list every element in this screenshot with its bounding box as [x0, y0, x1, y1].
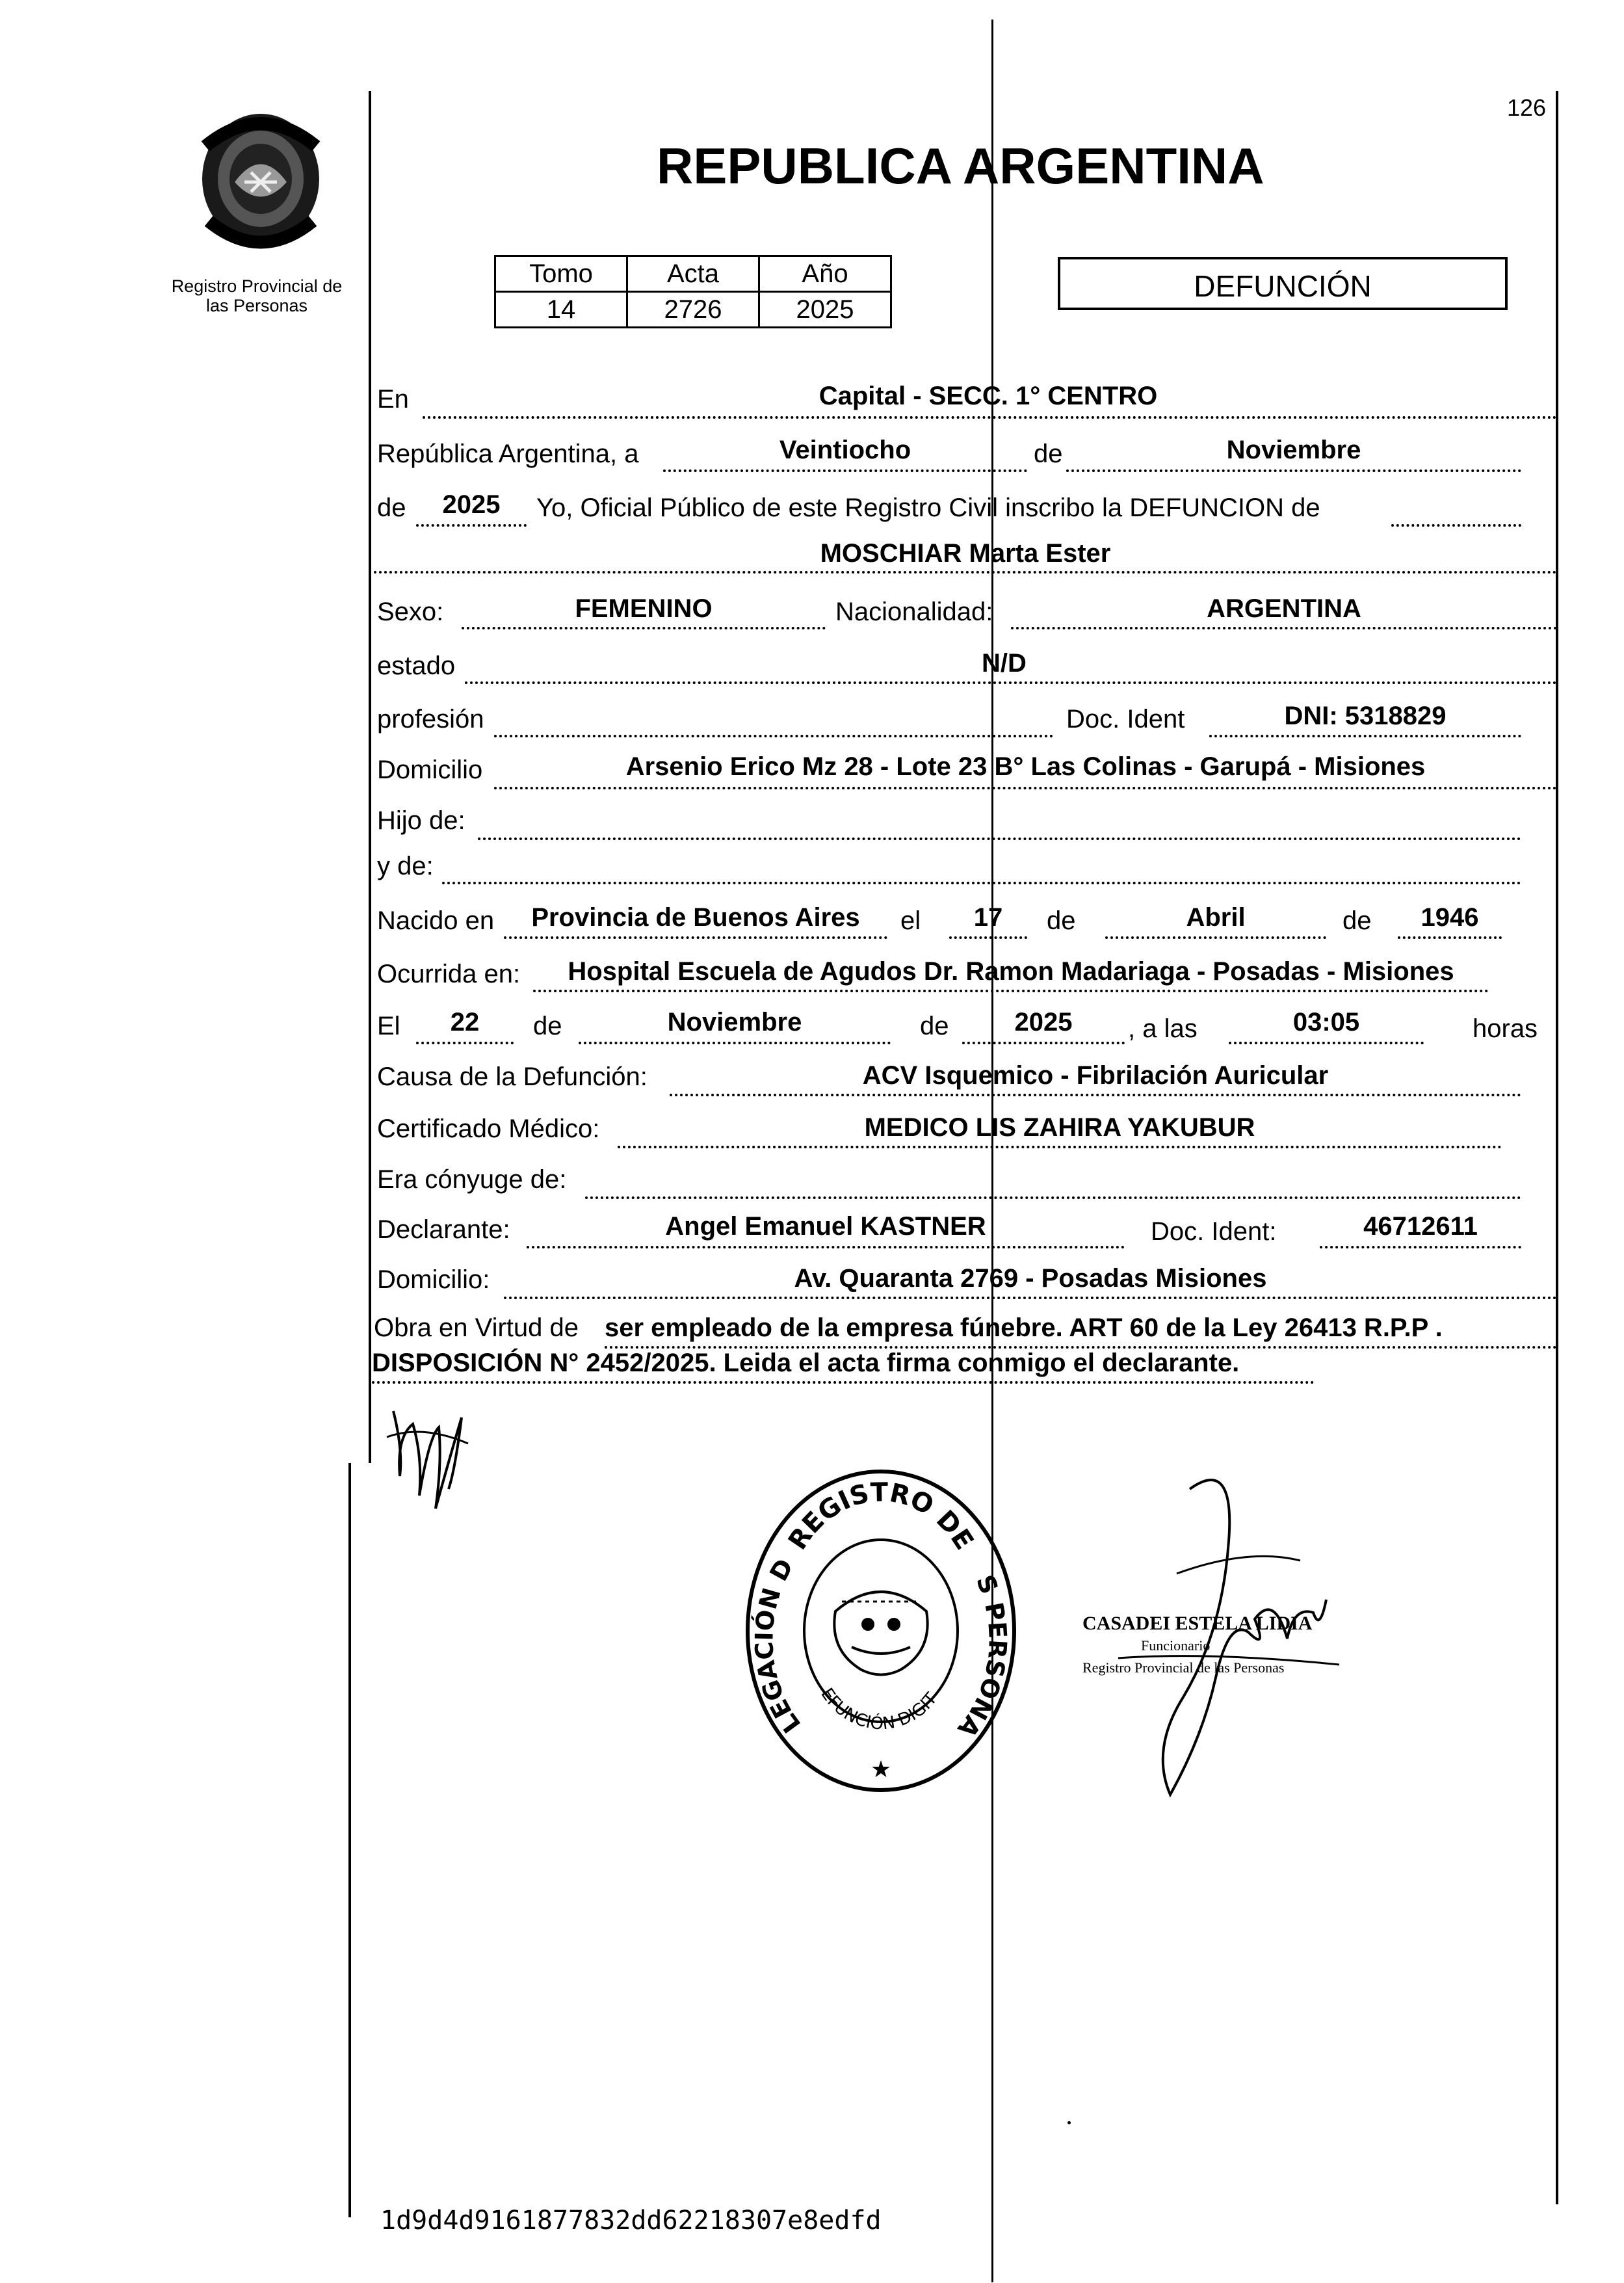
dotted-line [1320, 1246, 1521, 1248]
dotted-line [527, 1246, 1125, 1248]
birth-day: 17 [973, 903, 1003, 932]
center-fold-line [991, 20, 993, 2282]
seal-top-text: REGISTRO DE [782, 1477, 980, 1555]
dotted-line [579, 1042, 891, 1044]
nacido-label: Nacido en [377, 906, 495, 935]
seal-right-text: S PERSONA [952, 1570, 1012, 1743]
certificado-label: Certificado Médico: [377, 1115, 600, 1143]
declarant-signature [384, 1398, 475, 1522]
dotted-line [374, 571, 1557, 574]
a-las-label: , a las [1128, 1014, 1198, 1043]
acta-header: Acta [627, 256, 759, 292]
sexo-value: FEMENINO [575, 594, 713, 623]
declarante-value: Angel Emanuel KASTNER [665, 1212, 986, 1241]
dotted-line [442, 882, 1521, 884]
dotted-line [462, 627, 826, 629]
conyuge-label: Era cónyuge de: [377, 1165, 567, 1194]
dotted-line [1391, 524, 1521, 527]
causa-label: Causa de la Defunción: [377, 1062, 648, 1091]
ano-value: 2025 [759, 292, 891, 328]
month-value: Noviembre [1226, 436, 1361, 464]
oficial-text: Yo, Oficial Público de este Registro Civil inscribo la DEFUNCION de [536, 494, 1320, 522]
doc-ident-value: DNI: 5318829 [1284, 702, 1447, 730]
birth-month: Abril [1186, 903, 1246, 932]
registry-name: Registro Provincial de las Personas [171, 276, 343, 315]
y-de-label: y de: [377, 852, 434, 880]
dotted-line [585, 1196, 1521, 1199]
profesion-label: profesión [377, 705, 484, 733]
doc-ident-label-2: Doc. Ident: [1151, 1217, 1277, 1246]
official-stamp [1082, 1613, 1382, 1679]
tomo-header: Tomo [495, 256, 627, 292]
dotted-line [423, 416, 1557, 419]
dotted-line [663, 469, 1027, 472]
ano-header: Año [759, 256, 891, 292]
dotted-line [372, 1381, 1315, 1384]
dotted-line [465, 681, 1557, 684]
act-type-box: DEFUNCIÓN [1058, 257, 1508, 310]
dotted-line [533, 990, 1489, 992]
year-value: 2025 [442, 490, 501, 519]
dotted-line [416, 1042, 514, 1044]
ocurrida-label: Ocurrida en: [377, 960, 521, 988]
domicilio-label-2: Domicilio: [377, 1265, 490, 1294]
en-label: En [377, 385, 409, 414]
de-label: de [533, 1012, 562, 1040]
nacionalidad-value: ARGENTINA [1207, 594, 1361, 623]
dotted-line [949, 936, 1027, 939]
certificado-value: MEDICO LIS ZAHIRA YAKUBUR [864, 1113, 1255, 1142]
province-logo [179, 107, 342, 257]
disposicion-value: DISPOSICIÓN N° 2452/2025. Leida el acta firma conmigo el declarante. [372, 1349, 1240, 1377]
document-hash: 1d9d4d9161877832dd62218307e8edfd [380, 2206, 882, 2236]
seal-bottom-text: EFUNCIÓN DIGIT [817, 1684, 941, 1734]
stamp-line1: CASADEI ESTELA LIDIA [1082, 1613, 1313, 1634]
stamp-line3: Registro Provincial de las Personas [1082, 1659, 1285, 1676]
dotted-line [494, 787, 1557, 789]
hijo-label: Hijo de: [377, 806, 465, 835]
birth-year: 1946 [1421, 903, 1479, 932]
nacido-place: Provincia de Buenos Aires [531, 903, 860, 932]
el-label: el [900, 906, 921, 935]
seal-emblem-icon [834, 1592, 927, 1675]
dotted-line [670, 1094, 1521, 1096]
dotted-line [494, 735, 1053, 737]
acta-value: 2726 [627, 292, 759, 328]
day-words: Veintiocho [779, 436, 911, 464]
left-margin-line-lower [348, 1463, 351, 2217]
horas-label: horas [1473, 1014, 1538, 1043]
seal-left-text: LEGACIÓN D [750, 1553, 807, 1739]
deceased-name: MOSCHIAR Marta Ester [820, 539, 1111, 568]
estado-value: N/D [982, 649, 1027, 678]
ink-dot [1067, 2121, 1071, 2124]
death-month: Noviembre [667, 1008, 802, 1036]
reference-table [494, 255, 892, 328]
republica-label: República Argentina, a [377, 440, 639, 468]
dotted-line [504, 1297, 1557, 1299]
stamp-line2: Funcionario [1141, 1637, 1211, 1654]
left-margin-line [369, 91, 371, 1463]
page-title: REPUBLICA ARGENTINA [657, 137, 1264, 194]
de-label: de [377, 494, 406, 522]
doc-ident-value-2: 46712611 [1363, 1212, 1478, 1241]
dotted-line [962, 1042, 1125, 1044]
dotted-line [1011, 627, 1557, 629]
death-time: 03:05 [1292, 1008, 1360, 1036]
svg-text:REGISTRO DE [783, 1477, 979, 1555]
right-margin-line [1556, 91, 1558, 2204]
death-year: 2025 [1014, 1008, 1073, 1036]
ocurrida-value: Hospital Escuela de Agudos Dr. Ramon Madariaga - Posadas - Misiones [568, 957, 1454, 986]
page-number: 126 [1507, 94, 1547, 121]
sexo-label: Sexo: [377, 598, 444, 626]
tomo-value: 14 [495, 292, 627, 328]
de-label: de [1047, 906, 1076, 935]
causa-value: ACV Isquemico - Fibrilación Auricular [862, 1061, 1329, 1090]
dotted-line [1105, 936, 1326, 939]
domicilio-value-2: Av. Quaranta 2769 - Posadas Misiones [794, 1264, 1267, 1293]
estado-label: estado [377, 652, 456, 680]
official-seal [738, 1462, 1024, 1800]
de-label: de [1342, 906, 1372, 935]
dotted-line [1209, 735, 1521, 737]
de-label: de [1034, 440, 1063, 468]
en-value: Capital - SECC. 1° CENTRO [819, 382, 1158, 410]
domicilio-value: Arsenio Erico Mz 28 - Lote 23 B° Las Colinas - Garupá - Misiones [625, 752, 1426, 781]
el-label: El [377, 1012, 400, 1040]
dotted-line [618, 1146, 1502, 1148]
domicilio-label: Domicilio [377, 756, 483, 784]
nacionalidad-label: Nacionalidad: [835, 598, 993, 626]
death-day: 22 [450, 1008, 480, 1036]
dotted-line [1398, 936, 1502, 939]
seal-star-icon: ★ [870, 1756, 892, 1783]
doc-ident-label: Doc. Ident [1066, 705, 1185, 733]
declarante-label: Declarante: [377, 1215, 510, 1244]
obra-value: ser empleado de la empresa fúnebre. ART 60 de la Ley 26413 R.P.P . [605, 1313, 1443, 1342]
dotted-line [1066, 469, 1521, 472]
obra-label: Obra en Virtud de [374, 1313, 579, 1342]
dotted-line [1229, 1042, 1424, 1044]
de-label: de [920, 1012, 949, 1040]
dotted-line [504, 936, 887, 939]
dotted-line [416, 524, 527, 527]
dotted-line [478, 838, 1521, 840]
